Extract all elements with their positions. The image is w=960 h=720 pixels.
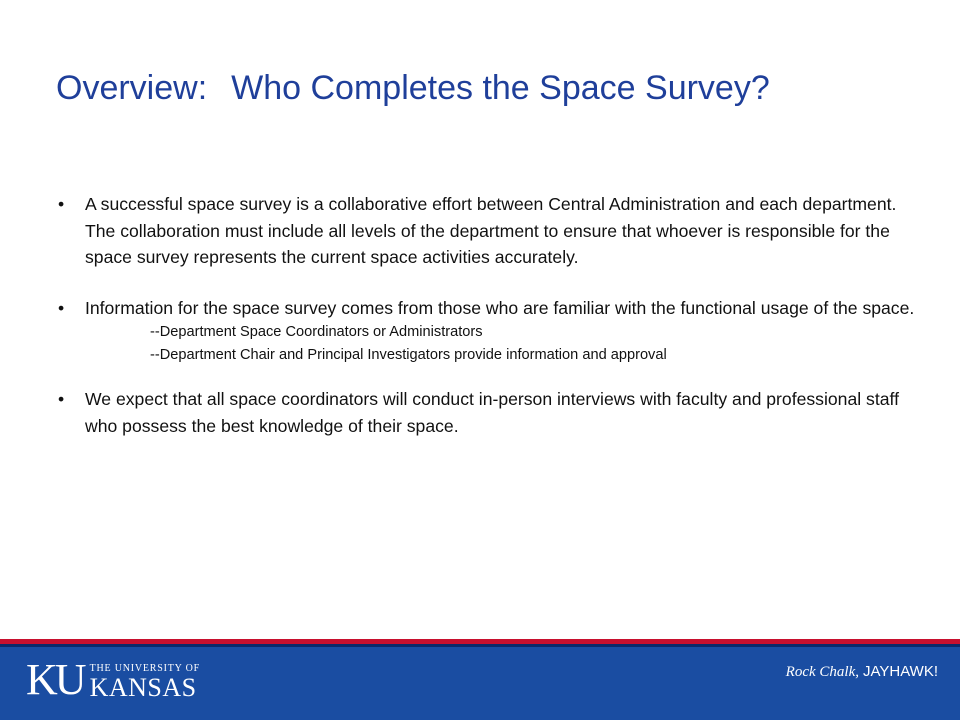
slogan-bold: JAYHAWK! xyxy=(862,663,938,680)
slogan-script: Rock Chalk, xyxy=(785,664,859,680)
slide-content xyxy=(58,191,918,439)
bullet-dot-icon: • xyxy=(58,389,65,409)
bullet-text: Information for the space survey comes from those who are familiar with the functional usage of the space. xyxy=(85,297,915,318)
bullet-text: A successful space survey is a collaborative effort between Central Administration and each department. The collaboration must include all levels of the department to ensure that whoever is responsible for the space survey represents the current space activities accurately. xyxy=(85,194,897,267)
logo-ku-mark: KU xyxy=(26,655,84,704)
bullet-item xyxy=(58,386,918,439)
footer-banner xyxy=(0,647,960,720)
bullet-text: We expect that all space coordinators will conduct in-person interviews with faculty and professional staff who possess the best knowledge of their space. xyxy=(85,389,899,436)
logo-small-text: THE UNIVERSITY OF xyxy=(89,663,201,674)
bullet-item xyxy=(58,191,918,271)
university-logo xyxy=(26,655,200,703)
title-prefix: Overview: xyxy=(56,69,208,107)
slogan xyxy=(786,663,938,681)
logo-big-text: KANSAS xyxy=(89,673,197,702)
sub-item: --Department Space Coordinators or Administrators xyxy=(150,324,483,340)
bullet-dot-icon: • xyxy=(58,297,65,318)
bullet-item xyxy=(58,295,918,322)
sub-item-list xyxy=(58,321,918,367)
sub-item: --Department Chair and Principal Investigators provide information and approval xyxy=(150,347,667,363)
logo-wordmark xyxy=(90,655,200,702)
slide-title xyxy=(56,66,770,110)
title-main: Who Completes the Space Survey? xyxy=(231,69,770,107)
bullet-dot-icon: • xyxy=(58,194,65,214)
